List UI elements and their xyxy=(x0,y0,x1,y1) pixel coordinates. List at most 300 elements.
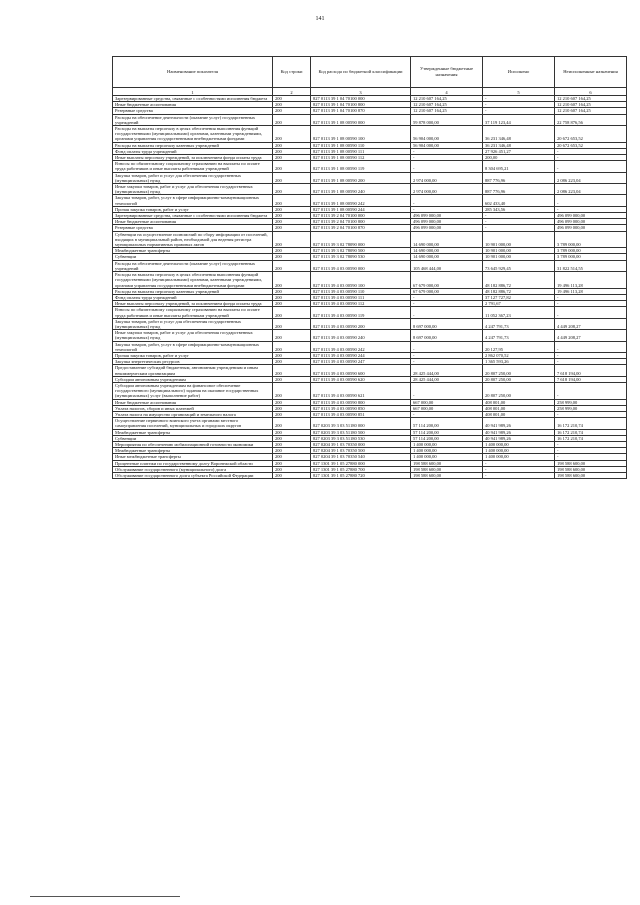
row-kbk-cell: 827 0113 39 1 08 00590 240 xyxy=(311,184,411,195)
row-done-cell: - xyxy=(483,460,555,466)
column-number: 1 xyxy=(113,88,273,96)
row-code-cell: 200 xyxy=(273,172,311,183)
row-left-cell: - xyxy=(555,148,627,154)
row-kbk-cell: 827 0113 39 4 03 00590 850 xyxy=(311,405,411,411)
row-done-cell: 2 862 070,52 xyxy=(483,352,555,358)
row-done-cell: 27 926 451,27 xyxy=(483,148,555,154)
row-kbk-cell: 827 1301 39 1 05 27880 000 xyxy=(311,460,411,466)
table-row xyxy=(113,231,627,248)
row-name-cell: Расходы на обеспечение деятельности (оказание услуг) государственных учреждений xyxy=(113,260,273,271)
row-approved-cell: - xyxy=(411,341,483,352)
row-code-cell: 200 xyxy=(273,399,311,405)
row-done-cell: 8 304 695,21 xyxy=(483,161,555,172)
row-code-cell: 200 xyxy=(273,219,311,225)
row-done-cell: 200,00 xyxy=(483,155,555,161)
row-approved-cell: - xyxy=(411,161,483,172)
row-done-cell: - xyxy=(483,219,555,225)
row-kbk-cell: 827 0203 39 3 03 51180 000 xyxy=(311,418,411,429)
row-name-cell: Резервные средства xyxy=(113,225,273,231)
row-approved-cell: 105 468 444,00 xyxy=(411,260,483,271)
row-code-cell: 200 xyxy=(273,301,311,307)
row-kbk-cell: 827 0113 39 4 03 00590 200 xyxy=(311,318,411,329)
row-approved-cell: 667 000,00 xyxy=(411,399,483,405)
row-left-cell: 496 099 000,00 xyxy=(555,213,627,219)
row-code-cell: 200 xyxy=(273,418,311,429)
row-code-cell: 200 xyxy=(273,248,311,254)
header-code: Код строки xyxy=(273,57,311,88)
row-left-cell: 3 789 000,00 xyxy=(555,254,627,260)
row-code-cell: 200 xyxy=(273,102,311,108)
row-name-cell: Предоставление субсидий бюджетным, автономным учреждениям и иным некоммерческим организациям xyxy=(113,365,273,376)
row-done-cell: 37 127 727,82 xyxy=(483,294,555,300)
row-approved-cell: 14 690 000,00 xyxy=(411,254,483,260)
row-left-cell: - xyxy=(555,195,627,206)
table-row xyxy=(113,114,627,125)
row-name-cell: Субвенции xyxy=(113,435,273,441)
row-code-cell: 200 xyxy=(273,429,311,435)
row-done-cell: 36 231 346,48 xyxy=(483,142,555,148)
row-kbk-cell: 827 0113 39 2 04 70100 800 xyxy=(311,219,411,225)
row-approved-cell: 12 210 607 164,25 xyxy=(411,102,483,108)
row-approved-cell: - xyxy=(411,411,483,417)
row-done-cell: - xyxy=(483,102,555,108)
row-name-cell: Расходы на обеспечение деятельности (оказание услуг) государственных учреждений xyxy=(113,114,273,125)
row-code-cell: 200 xyxy=(273,108,311,114)
column-number-row xyxy=(113,88,627,96)
row-approved-cell: 8 697 000,00 xyxy=(411,330,483,341)
row-kbk-cell: 827 1301 39 1 05 27880 720 xyxy=(311,473,411,479)
row-done-cell: 285 343,56 xyxy=(483,206,555,212)
row-name-cell: Субсидии автономным учреждениям xyxy=(113,376,273,382)
row-kbk-cell: 827 0113 39 1 08 00590 242 xyxy=(311,195,411,206)
row-done-cell: 10 901 000,00 xyxy=(483,231,555,248)
row-name-cell: Резервные средства xyxy=(113,108,273,114)
row-left-cell: 19 496 113,28 xyxy=(555,288,627,294)
row-approved-cell: - xyxy=(411,294,483,300)
budget-execution-table xyxy=(112,56,627,479)
row-code-cell: 200 xyxy=(273,365,311,376)
row-kbk-cell: 827 0113 39 4 03 00590 112 xyxy=(311,301,411,307)
row-done-cell: 37 119 123,44 xyxy=(483,114,555,125)
row-approved-cell: 8 697 000,00 xyxy=(411,318,483,329)
row-kbk-cell: 827 0113 39 4 03 00590 800 xyxy=(311,399,411,405)
row-kbk-cell: 827 0113 39 4 03 00590 621 xyxy=(311,382,411,399)
column-number: 2 xyxy=(273,88,311,96)
row-code-cell: 200 xyxy=(273,352,311,358)
row-done-cell: 40 941 989,26 xyxy=(483,418,555,429)
header-left: Неисполненные назначения xyxy=(555,57,627,88)
header-done: Исполнено xyxy=(483,57,555,88)
row-name-cell: Иные бюджетные ассигнования xyxy=(113,219,273,225)
row-approved-cell: 667 000,00 xyxy=(411,405,483,411)
row-name-cell: Иные бюджетные ассигнования xyxy=(113,102,273,108)
row-done-cell: 36 231 346,48 xyxy=(483,126,555,143)
row-kbk-cell: 827 0113 39 3 02 78090 530 xyxy=(311,254,411,260)
row-kbk-cell: 827 0113 39 4 03 00590 247 xyxy=(311,359,411,365)
row-code-cell: 200 xyxy=(273,114,311,125)
row-left-cell: 7 618 194,00 xyxy=(555,376,627,382)
row-approved-cell: - xyxy=(411,359,483,365)
row-left-cell: - xyxy=(555,294,627,300)
row-approved-cell: 28 425 444,00 xyxy=(411,376,483,382)
row-left-cell: 20 672 653,52 xyxy=(555,142,627,148)
row-kbk-cell: 827 0204 39 1 03 70350 500 xyxy=(311,448,411,454)
row-name-cell: Прочая закупка товаров, работ и услуг xyxy=(113,206,273,212)
row-name-cell: Уплата налога на имущество организаций и земельного налога xyxy=(113,411,273,417)
row-name-cell: Субвенции на осуществление полномочий по сбору информации от поселений, входящих в муниципальный район, необходимой для ведения регистра муниципальных нормативных правовых актов xyxy=(113,231,273,248)
row-done-cell: 4 247 791,73 xyxy=(483,330,555,341)
row-left-cell: - xyxy=(555,454,627,460)
row-name-cell: Субсидии автономным учреждениям на финансовое обеспечение государственного (муниципального) задания на оказание государственных (муниципальных) услуг (выполнение работ) xyxy=(113,382,273,399)
row-left-cell: - xyxy=(555,161,627,172)
row-kbk-cell: 827 0203 39 3 03 51180 500 xyxy=(311,429,411,435)
row-left-cell: 22 758 876,56 xyxy=(555,114,627,125)
row-kbk-cell: 827 0113 39 4 03 00590 620 xyxy=(311,376,411,382)
row-name-cell: Закупка товаров, работ и услуг для обеспечения государственных (муниципальных) нужд xyxy=(113,318,273,329)
row-name-cell: Закупка товаров, работ, услуг в сфере информационно-коммуникационных технологий xyxy=(113,341,273,352)
table-row xyxy=(113,195,627,206)
row-name-cell: Обслуживание государственного долга субъекта Российской Федерации xyxy=(113,473,273,479)
row-left-cell: 2 086 223,04 xyxy=(555,172,627,183)
row-code-cell: 200 xyxy=(273,231,311,248)
row-done-cell: - xyxy=(483,108,555,114)
row-code-cell: 200 xyxy=(273,272,311,289)
row-name-cell: Иные выплаты персоналу учреждений, за исключением фонда оплаты труда xyxy=(113,301,273,307)
row-approved-cell: 496 099 000,00 xyxy=(411,219,483,225)
row-code-cell: 200 xyxy=(273,307,311,318)
row-approved-cell: 14 690 000,00 xyxy=(411,231,483,248)
row-done-cell: 1 400 000,00 xyxy=(483,441,555,447)
row-done-cell: 20 807 250,00 xyxy=(483,365,555,376)
row-left-cell: - xyxy=(555,411,627,417)
row-left-cell: - xyxy=(555,301,627,307)
row-approved-cell: 198 588 600,00 xyxy=(411,460,483,466)
row-approved-cell: 12 210 607 164,25 xyxy=(411,96,483,102)
row-done-cell: 20 807 250,00 xyxy=(483,376,555,382)
row-kbk-cell: 827 0113 39 4 03 00590 119 xyxy=(311,307,411,318)
row-name-cell: Фонд оплаты труда учреждений xyxy=(113,294,273,300)
row-left-cell: 198 588 600,00 xyxy=(555,473,627,479)
header-name: Наименование показателя xyxy=(113,57,273,88)
row-done-cell: 1 365 593,26 xyxy=(483,359,555,365)
row-done-cell: 2 791,67 xyxy=(483,301,555,307)
row-left-cell: - xyxy=(555,155,627,161)
row-approved-cell: - xyxy=(411,352,483,358)
row-code-cell: 200 xyxy=(273,148,311,154)
table-header-row xyxy=(113,57,627,88)
row-done-cell: 40 941 989,26 xyxy=(483,435,555,441)
header-kbk: Код расхода по бюджетной классификации xyxy=(311,57,411,88)
row-left-cell: - xyxy=(555,441,627,447)
column-number: 6 xyxy=(555,88,627,96)
row-kbk-cell: 827 0113 39 1 04 70100 800 xyxy=(311,102,411,108)
row-approved-cell: 56 904 000,00 xyxy=(411,142,483,148)
footnote-divider xyxy=(30,896,180,897)
table-row xyxy=(113,307,627,318)
row-name-cell: Иные закупки товаров, работ и услуг для обеспечения государственных (муниципальных) нужд xyxy=(113,184,273,195)
row-name-cell: Зарезервированные средства, связанные с особенностями исполнения бюджета xyxy=(113,96,273,102)
table-row xyxy=(113,184,627,195)
row-approved-cell: - xyxy=(411,206,483,212)
table-row xyxy=(113,382,627,399)
row-code-cell: 200 xyxy=(273,382,311,399)
row-done-cell: - xyxy=(483,225,555,231)
row-code-cell: 200 xyxy=(273,405,311,411)
row-left-cell: 16 172 210,74 xyxy=(555,418,627,429)
row-done-cell: - xyxy=(483,96,555,102)
row-left-cell: - xyxy=(555,307,627,318)
row-code-cell: 200 xyxy=(273,254,311,260)
row-kbk-cell: 827 0113 39 4 03 00590 244 xyxy=(311,352,411,358)
row-code-cell: 200 xyxy=(273,142,311,148)
row-done-cell: 20 127,95 xyxy=(483,341,555,352)
row-left-cell: - xyxy=(555,352,627,358)
row-done-cell: 40 941 989,26 xyxy=(483,429,555,435)
page-number: 141 xyxy=(315,16,325,22)
row-done-cell: - xyxy=(483,213,555,219)
table-row xyxy=(113,330,627,341)
row-code-cell: 200 xyxy=(273,184,311,195)
row-left-cell: 496 099 000,00 xyxy=(555,225,627,231)
row-kbk-cell: 827 0113 39 4 03 00590 100 xyxy=(311,272,411,289)
row-left-cell: 7 618 194,00 xyxy=(555,365,627,376)
row-kbk-cell: 827 0113 39 2 04 70100 000 xyxy=(311,213,411,219)
row-code-cell: 200 xyxy=(273,359,311,365)
row-name-cell: Субвенции xyxy=(113,254,273,260)
row-kbk-cell: 827 0113 39 4 03 00590 111 xyxy=(311,294,411,300)
row-left-cell: 4 449 208,27 xyxy=(555,318,627,329)
row-left-cell: - xyxy=(555,448,627,454)
table-row xyxy=(113,418,627,429)
row-done-cell: 11 052 367,23 xyxy=(483,307,555,318)
row-approved-cell: 1 400 000,00 xyxy=(411,448,483,454)
column-number: 3 xyxy=(311,88,411,96)
row-code-cell: 200 xyxy=(273,206,311,212)
row-left-cell: 31 822 514,55 xyxy=(555,260,627,271)
row-approved-cell: 57 114 200,00 xyxy=(411,435,483,441)
row-name-cell: Иные межбюджетные трансферты xyxy=(113,454,273,460)
row-kbk-cell: 827 0113 39 3 02 78090 000 xyxy=(311,231,411,248)
row-done-cell: - xyxy=(483,466,555,472)
row-code-cell: 200 xyxy=(273,448,311,454)
row-kbk-cell: 827 0113 39 3 02 78090 500 xyxy=(311,248,411,254)
table-row xyxy=(113,341,627,352)
row-code-cell: 200 xyxy=(273,441,311,447)
row-left-cell: 258 999,00 xyxy=(555,399,627,405)
row-approved-cell: 496 099 000,00 xyxy=(411,225,483,231)
row-done-cell: 20 807 250,00 xyxy=(483,382,555,399)
row-approved-cell: - xyxy=(411,382,483,399)
row-name-cell: Зарезервированные средства, связанные с особенностями исполнения бюджета xyxy=(113,213,273,219)
row-done-cell: 1 400 000,00 xyxy=(483,454,555,460)
row-kbk-cell: 827 0204 39 1 03 70350 000 xyxy=(311,441,411,447)
row-approved-cell: 56 904 000,00 xyxy=(411,126,483,143)
row-name-cell: Межбюджетные трансферты xyxy=(113,448,273,454)
row-name-cell: Взносы по обязательному социальному страхованию на выплаты по оплате труда работников и иные выплаты работникам учреждений xyxy=(113,161,273,172)
row-code-cell: 200 xyxy=(273,161,311,172)
row-code-cell: 200 xyxy=(273,155,311,161)
row-left-cell: 198 588 600,00 xyxy=(555,466,627,472)
row-code-cell: 200 xyxy=(273,225,311,231)
row-kbk-cell: 827 0113 39 1 08 00590 111 xyxy=(311,148,411,154)
row-left-cell: - xyxy=(555,341,627,352)
row-name-cell: Фонд оплаты труда учреждений xyxy=(113,148,273,154)
row-approved-cell: 2 974 000,00 xyxy=(411,172,483,183)
row-name-cell: Иные закупки товаров, работ и услуг для обеспечения государственных (муниципальных) нужд xyxy=(113,330,273,341)
row-kbk-cell: 827 0113 39 1 08 00590 000 xyxy=(311,114,411,125)
row-done-cell: 48 182 886,72 xyxy=(483,272,555,289)
row-kbk-cell: 827 0203 39 3 03 51180 530 xyxy=(311,435,411,441)
column-number: 5 xyxy=(483,88,555,96)
row-done-cell: 1 400 000,00 xyxy=(483,448,555,454)
row-left-cell: 16 172 210,74 xyxy=(555,435,627,441)
row-code-cell: 200 xyxy=(273,376,311,382)
row-approved-cell: 2 974 000,00 xyxy=(411,184,483,195)
row-done-cell: 408 001,00 xyxy=(483,405,555,411)
table-row xyxy=(113,260,627,271)
row-approved-cell: 198 588 600,00 xyxy=(411,466,483,472)
row-kbk-cell: 827 0113 39 1 08 00590 200 xyxy=(311,172,411,183)
row-code-cell: 200 xyxy=(273,195,311,206)
row-code-cell: 200 xyxy=(273,126,311,143)
row-kbk-cell: 827 0113 39 1 08 00590 244 xyxy=(311,206,411,212)
row-done-cell: 408 001,00 xyxy=(483,411,555,417)
table-row xyxy=(113,126,627,143)
row-done-cell: 887 776,96 xyxy=(483,184,555,195)
row-code-cell: 200 xyxy=(273,473,311,479)
row-left-cell: 3 789 000,00 xyxy=(555,231,627,248)
row-name-cell: Межбюджетные трансферты xyxy=(113,429,273,435)
row-left-cell: 2 086 223,04 xyxy=(555,184,627,195)
row-left-cell: - xyxy=(555,382,627,399)
row-left-cell: - xyxy=(555,359,627,365)
row-name-cell: Мероприятия по обеспечению мобилизационной готовности экономики xyxy=(113,441,273,447)
row-approved-cell: 57 114 200,00 xyxy=(411,429,483,435)
row-left-cell: 496 099 000,00 xyxy=(555,219,627,225)
row-kbk-cell: 827 1301 39 1 05 27880 700 xyxy=(311,466,411,472)
row-name-cell: Прочая закупка товаров, работ и услуг xyxy=(113,352,273,358)
row-approved-cell: - xyxy=(411,155,483,161)
table-row xyxy=(113,272,627,289)
row-approved-cell: - xyxy=(411,148,483,154)
row-kbk-cell: 827 0113 39 1 04 70100 870 xyxy=(311,108,411,114)
row-name-cell: Иные бюджетные ассигнования xyxy=(113,399,273,405)
row-done-cell: 10 901 000,00 xyxy=(483,254,555,260)
table-row xyxy=(113,473,627,479)
table-row xyxy=(113,161,627,172)
row-left-cell: 12 210 607 164,25 xyxy=(555,96,627,102)
row-left-cell: 4 449 208,27 xyxy=(555,330,627,341)
row-approved-cell: 57 114 200,00 xyxy=(411,418,483,429)
row-name-cell: Обслуживание государственного (муниципального) долга xyxy=(113,466,273,472)
row-done-cell: 48 182 886,72 xyxy=(483,288,555,294)
row-code-cell: 200 xyxy=(273,460,311,466)
row-kbk-cell: 827 0113 39 4 03 00590 000 xyxy=(311,260,411,271)
row-left-cell: 19 496 113,28 xyxy=(555,272,627,289)
table-row xyxy=(113,318,627,329)
row-kbk-cell: 827 0113 39 4 03 00590 242 xyxy=(311,341,411,352)
row-approved-cell: 198 588 600,00 xyxy=(411,473,483,479)
row-name-cell: Закупка товаров, работ, услуг в сфере информационно-коммуникационных технологий xyxy=(113,195,273,206)
row-approved-cell: 67 679 000,00 xyxy=(411,288,483,294)
row-left-cell: 198 588 600,00 xyxy=(555,460,627,466)
row-approved-cell: 14 690 000,00 xyxy=(411,248,483,254)
row-code-cell: 200 xyxy=(273,318,311,329)
row-approved-cell: 496 099 000,00 xyxy=(411,213,483,219)
row-approved-cell: 1 400 000,00 xyxy=(411,454,483,460)
row-approved-cell: 1 400 000,00 xyxy=(411,441,483,447)
row-kbk-cell: 827 0113 39 1 08 00590 112 xyxy=(311,155,411,161)
row-done-cell: 602 433,40 xyxy=(483,195,555,206)
row-done-cell: 73 645 929,45 xyxy=(483,260,555,271)
row-name-cell: Закупка товаров, работ и услуг для обеспечения государственных (муниципальных) нужд xyxy=(113,172,273,183)
column-number: 4 xyxy=(411,88,483,96)
table-body xyxy=(113,96,627,479)
row-kbk-cell: 827 0113 39 2 04 70100 870 xyxy=(311,225,411,231)
row-left-cell: 3 789 000,00 xyxy=(555,248,627,254)
row-code-cell: 200 xyxy=(273,466,311,472)
row-kbk-cell: 827 0204 39 1 03 70350 540 xyxy=(311,454,411,460)
table-row xyxy=(113,172,627,183)
row-code-cell: 200 xyxy=(273,454,311,460)
row-name-cell: Расходы на выплаты персоналу казенных учреждений xyxy=(113,288,273,294)
row-kbk-cell: 827 0113 39 4 03 00590 851 xyxy=(311,411,411,417)
row-name-cell: Межбюджетные трансферты xyxy=(113,248,273,254)
table-row xyxy=(113,365,627,376)
row-done-cell: 4 247 791,73 xyxy=(483,318,555,329)
row-name-cell: Уплата налогов, сборов и иных платежей xyxy=(113,405,273,411)
row-name-cell: Расходы на выплаты персоналу в целях обеспечения выполнения функций государственными (муниципальными) органами, казенными учреждениями, органами управления государственными внебюджетными фондами xyxy=(113,126,273,143)
row-name-cell: Расходы на выплаты персоналу в целях обеспечения выполнения функций государственными (муниципальными) органами, казенными учреждениями, органами управления государственными внебюджетными фондами xyxy=(113,272,273,289)
row-approved-cell: 59 878 000,00 xyxy=(411,114,483,125)
header-approved: Утвержденные бюджетные назначения xyxy=(411,57,483,88)
row-approved-cell: - xyxy=(411,301,483,307)
row-done-cell: 408 001,00 xyxy=(483,399,555,405)
row-kbk-cell: 827 0113 39 4 03 00590 600 xyxy=(311,365,411,376)
row-approved-cell: 28 425 444,00 xyxy=(411,365,483,376)
row-kbk-cell: 827 0113 39 1 08 00590 119 xyxy=(311,161,411,172)
row-name-cell: Взносы по обязательному социальному страхованию на выплаты по оплате труда работников и иные выплаты работникам учреждений xyxy=(113,307,273,318)
row-left-cell: 12 210 607 164,25 xyxy=(555,108,627,114)
row-name-cell: Расходы на выплаты персоналу казенных учреждений xyxy=(113,142,273,148)
row-code-cell: 200 xyxy=(273,341,311,352)
row-left-cell: 16 172 210,74 xyxy=(555,429,627,435)
row-code-cell: 200 xyxy=(273,213,311,219)
row-code-cell: 200 xyxy=(273,260,311,271)
row-approved-cell: 12 210 607 164,25 xyxy=(411,108,483,114)
row-kbk-cell: 827 0113 39 1 04 70100 000 xyxy=(311,96,411,102)
row-name-cell: Закупка энергетических ресурсов xyxy=(113,359,273,365)
row-approved-cell: - xyxy=(411,307,483,318)
row-approved-cell: - xyxy=(411,195,483,206)
row-left-cell: 20 672 653,52 xyxy=(555,126,627,143)
row-done-cell: - xyxy=(483,473,555,479)
row-code-cell: 200 xyxy=(273,294,311,300)
row-name-cell: Процентные платежи по государственному долгу Воронежской области xyxy=(113,460,273,466)
row-name-cell: Осуществление первичного воинского учета органами местного самоуправления поселений, муниципальных и городских округов xyxy=(113,418,273,429)
row-left-cell: 12 210 607 164,25 xyxy=(555,102,627,108)
row-done-cell: 887 776,96 xyxy=(483,172,555,183)
row-kbk-cell: 827 0113 39 4 03 00590 240 xyxy=(311,330,411,341)
row-approved-cell: 67 679 000,00 xyxy=(411,272,483,289)
row-code-cell: 200 xyxy=(273,96,311,102)
row-code-cell: 200 xyxy=(273,288,311,294)
row-left-cell: - xyxy=(555,206,627,212)
row-kbk-cell: 827 0113 39 1 08 00590 110 xyxy=(311,142,411,148)
row-kbk-cell: 827 0113 39 1 08 00590 100 xyxy=(311,126,411,143)
row-code-cell: 200 xyxy=(273,330,311,341)
row-left-cell: 258 999,00 xyxy=(555,405,627,411)
